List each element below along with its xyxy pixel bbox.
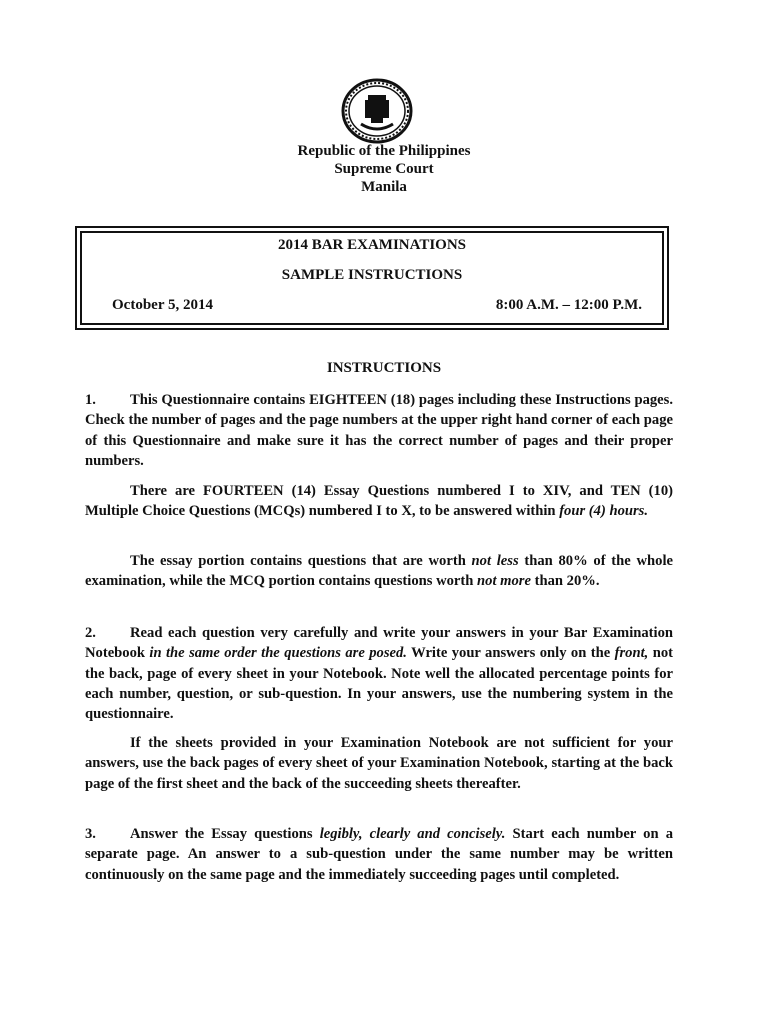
header-manila: Manila xyxy=(361,179,407,195)
instruction-paragraph-4 xyxy=(85,623,673,724)
paragraph-text: not the back, page of every sheet in your Notebook. Note well the allocated percentage points for each number, question, or sub-question. In your answers, use the numbering system in the questionnaire. xyxy=(85,645,673,723)
instructions-heading: INSTRUCTIONS xyxy=(326,360,442,376)
paragraph-text: Write your answers only on the xyxy=(411,645,611,662)
paragraph-number: 3. xyxy=(85,826,96,842)
instruction-paragraph-1 xyxy=(85,390,673,471)
instruction-paragraph-6 xyxy=(85,824,673,885)
paragraph-text: than 80% of the whole examination, while the MCQ portion contains questions worth xyxy=(85,553,673,590)
instruction-paragraph-3 xyxy=(85,551,673,592)
header-republic: Republic of the Philippines xyxy=(297,143,471,159)
exam-info-box xyxy=(75,226,669,330)
court-header xyxy=(0,142,768,196)
paragraph-emphasis: not less xyxy=(471,553,519,569)
exam-subtitle: SAMPLE INSTRUCTIONS xyxy=(281,267,463,283)
paragraph-text: This Questionnaire contains EIGHTEEN (18) pages including these Instructions pages. Check the number of pages and the page numbers at the upper right hand corner of each page of this Questionnaire and make sure it has the correct number of pages and their proper numbers. xyxy=(85,392,673,469)
paragraph-emphasis: legibly, clearly and concisely. xyxy=(319,826,506,842)
paragraph-number: 2. xyxy=(85,625,96,641)
paragraph-emphasis: not more xyxy=(477,573,531,590)
instruction-paragraph-2 xyxy=(85,481,673,522)
exam-date: October 5, 2014 xyxy=(112,297,213,313)
paragraph-number: 1. xyxy=(85,392,96,408)
paragraph-emphasis: four (4) hours. xyxy=(559,503,648,520)
paragraph-text: Read each question very carefully and write your answers in your Bar Examination Notebook xyxy=(85,625,673,662)
paragraph-text: Answer the Essay questions xyxy=(130,826,313,842)
exam-title: 2014 BAR EXAMINATIONS xyxy=(277,237,467,253)
header-supreme-court: Supreme Court xyxy=(334,161,434,177)
paragraph-text: Start each number on a separate page. An answer to a sub-question under the same number may be written continuously on the same page and the immediately succeeding pages until completed. xyxy=(85,826,674,883)
instruction-paragraph-5 xyxy=(85,733,673,794)
paragraph-text: There are FOURTEEN (14) Essay Questions numbered I to XIV, and TEN (10) Multiple Choice Questions (MCQs) numbered I to X, to be answered within xyxy=(85,483,673,520)
supreme-court-seal xyxy=(341,78,413,144)
paragraph-text: The essay portion contains questions that are worth xyxy=(130,553,466,569)
paragraph-text: than 20%. xyxy=(534,573,600,590)
paragraph-emphasis: front, xyxy=(614,645,649,662)
paragraph-emphasis: in the same order the questions are posed. xyxy=(149,645,407,662)
paragraph-text: If the sheets provided in your Examination Notebook are not sufficient for your answers, use the back pages of every sheet of your Examination Notebook, starting at the back page of the first sheet and the back of the succeeding sheets thereafter. xyxy=(85,735,673,792)
exam-time: 8:00 A.M. – 12:00 P.M. xyxy=(495,297,642,313)
